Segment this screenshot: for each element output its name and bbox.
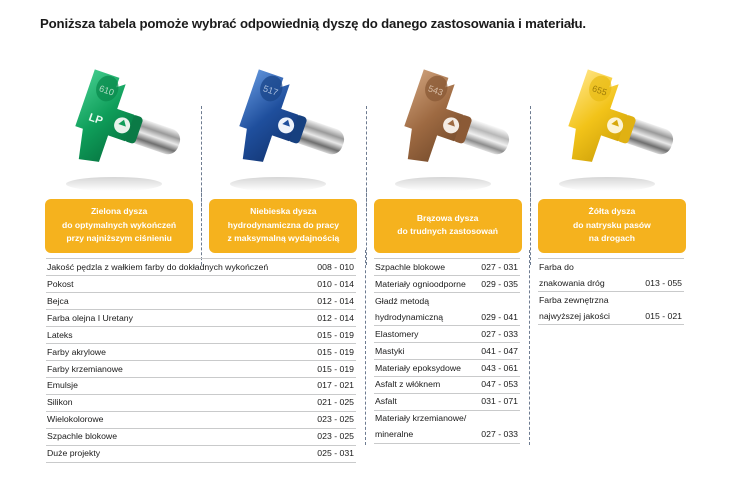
nozzle-column-4 — [530, 58, 694, 206]
caption-box-brown — [374, 199, 522, 253]
row-value: 041 - 047 — [481, 345, 518, 356]
row-value: 015 - 019 — [317, 329, 354, 340]
svg-text:517: 517 — [262, 83, 280, 98]
table-row — [538, 275, 684, 291]
row-label: Gładź metodą — [375, 295, 430, 306]
row-label: Elastomery — [375, 328, 419, 339]
row-value: 015 - 021 — [645, 310, 682, 321]
table-row — [374, 309, 520, 325]
row-value: 043 - 061 — [481, 362, 518, 373]
svg-text:LP: LP — [87, 111, 105, 128]
row-label: Farba olejna I Uretany — [47, 312, 133, 323]
row-label: Szpachle blokowe — [375, 261, 446, 272]
row-value: 015 - 019 — [317, 346, 354, 357]
row-label: Jakość pędzla z wałkiem farby do dokładnych wykończeń — [47, 261, 269, 272]
row-label: Lateks — [47, 329, 73, 340]
table-row — [46, 428, 356, 445]
caption-line: do natrysku pasów — [572, 219, 651, 230]
page-title: Poniższa tabela pomoże wybrać odpowiednią dyszę do danego zastosowania i materiału. — [40, 16, 586, 31]
row-value: 031 - 071 — [481, 396, 518, 407]
table-row — [46, 377, 356, 394]
row-value: 029 - 035 — [481, 278, 518, 289]
row-value: 029 - 041 — [481, 311, 518, 322]
row-label: Materiały ognioodporne — [375, 278, 466, 289]
row-label: Silikon — [47, 397, 73, 408]
table-row — [374, 410, 520, 426]
table-wrap-green-blue — [37, 258, 365, 463]
row-label: najwyższej jakości — [539, 310, 610, 321]
caption-cell-1 — [37, 199, 201, 253]
row-label: Asfalt z włóknem — [375, 379, 441, 390]
table-row — [46, 309, 356, 326]
table-row — [538, 259, 684, 275]
row-label: Materiały epoksydowe — [375, 362, 461, 373]
row-label: Farba zewnętrzna — [539, 294, 609, 305]
blue-nozzle-icon — [208, 62, 358, 202]
caption-line: przy najniższym ciśnieniu — [66, 233, 172, 243]
caption-line: Niebieska dysza — [250, 206, 317, 216]
row-value: 023 - 025 — [317, 431, 354, 442]
caption-line: do optymalnych wykończeń — [62, 219, 177, 230]
nozzle-column-2 — [201, 58, 365, 206]
table-row — [374, 359, 520, 376]
caption-cell-3 — [366, 199, 530, 253]
row-value — [477, 410, 520, 426]
caption-line: Żółta dysza — [588, 206, 636, 216]
nozzle-column-3 — [366, 58, 530, 206]
row-value: 013 - 055 — [645, 277, 682, 288]
svg-text:610: 610 — [98, 83, 116, 98]
table-row — [374, 427, 520, 443]
yellow-nozzle-icon — [537, 62, 687, 202]
caption-box-green — [45, 199, 193, 253]
table-wrap-yellow — [529, 258, 693, 463]
svg-text:543: 543 — [426, 83, 444, 98]
row-value: 027 - 033 — [481, 429, 518, 440]
nozzle-gallery — [37, 58, 694, 206]
row-value: 027 - 031 — [481, 261, 518, 272]
row-value: 025 - 031 — [317, 448, 354, 459]
caption-line: na drogach — [588, 233, 636, 243]
brown-nozzle-icon — [373, 62, 523, 202]
table-row — [46, 259, 356, 276]
table-row — [46, 445, 356, 462]
nozzle-table-brown — [374, 258, 520, 444]
row-value: 023 - 025 — [317, 414, 354, 425]
row-label: Duże projekty — [47, 448, 101, 459]
row-label: Wielokolorowe — [47, 414, 104, 425]
row-value: 008 - 010 — [317, 261, 354, 272]
row-label: Farby krzemianowe — [47, 363, 123, 374]
row-value — [633, 291, 684, 307]
row-value: 027 - 033 — [481, 328, 518, 339]
row-value: 021 - 025 — [317, 397, 354, 408]
caption-cell-2 — [201, 199, 365, 253]
table-row — [46, 275, 356, 292]
table-row — [374, 342, 520, 359]
row-value: 012 - 014 — [317, 312, 354, 323]
row-value — [477, 292, 520, 308]
row-label: Mastyki — [375, 345, 405, 356]
row-label: Farby akrylowe — [47, 346, 106, 357]
table-row — [374, 292, 520, 308]
row-label: Emulsje — [47, 380, 78, 391]
table-row — [46, 394, 356, 411]
row-label: Bejca — [47, 295, 69, 306]
row-label: hydrodynamiczną — [375, 311, 444, 322]
table-row — [538, 291, 684, 307]
table-row — [46, 343, 356, 360]
table-row — [374, 325, 520, 342]
row-label: Farba do — [539, 261, 574, 272]
caption-line: z maksymalną wydajnością — [227, 233, 340, 243]
table-row — [374, 393, 520, 410]
table-row — [46, 411, 356, 428]
row-value: 015 - 019 — [317, 363, 354, 374]
caption-line: hydrodynamiczna do pracy — [227, 219, 340, 230]
row-label: znakowania dróg — [539, 277, 605, 288]
row-label: Materiały krzemianowe/ — [375, 413, 467, 424]
caption-line: do trudnych zastosowań — [397, 226, 498, 237]
tables-row — [37, 258, 694, 463]
row-value: 017 - 021 — [317, 380, 354, 391]
caption-box-yellow — [538, 199, 686, 253]
row-label: mineralne — [375, 429, 414, 440]
caption-cell-4 — [530, 199, 694, 253]
table-row — [46, 326, 356, 343]
table-row — [46, 292, 356, 309]
table-wrap-brown — [365, 258, 529, 463]
nozzle-column-1 — [37, 58, 201, 206]
row-label: Szpachle blokowe — [47, 431, 118, 442]
green-nozzle-icon — [44, 62, 194, 202]
caption-box-blue — [209, 199, 357, 253]
row-value: 010 - 014 — [317, 278, 354, 289]
table-row — [374, 259, 520, 276]
table-row — [374, 376, 520, 393]
svg-text:655: 655 — [590, 83, 609, 98]
row-label: Asfalt — [375, 396, 397, 407]
caption-line: Brązowa dysza — [416, 212, 479, 223]
row-value — [633, 259, 684, 275]
row-value: 047 - 053 — [481, 379, 518, 390]
nozzle-table-green-blue — [46, 258, 356, 463]
table-row — [538, 308, 684, 324]
caption-row — [37, 199, 694, 253]
row-label: Pokost — [47, 278, 74, 289]
row-value: 012 - 014 — [317, 295, 354, 306]
table-row — [374, 275, 520, 292]
caption-line: Zielona dysza — [90, 206, 148, 216]
nozzle-table-yellow — [538, 258, 684, 325]
table-row — [46, 360, 356, 377]
